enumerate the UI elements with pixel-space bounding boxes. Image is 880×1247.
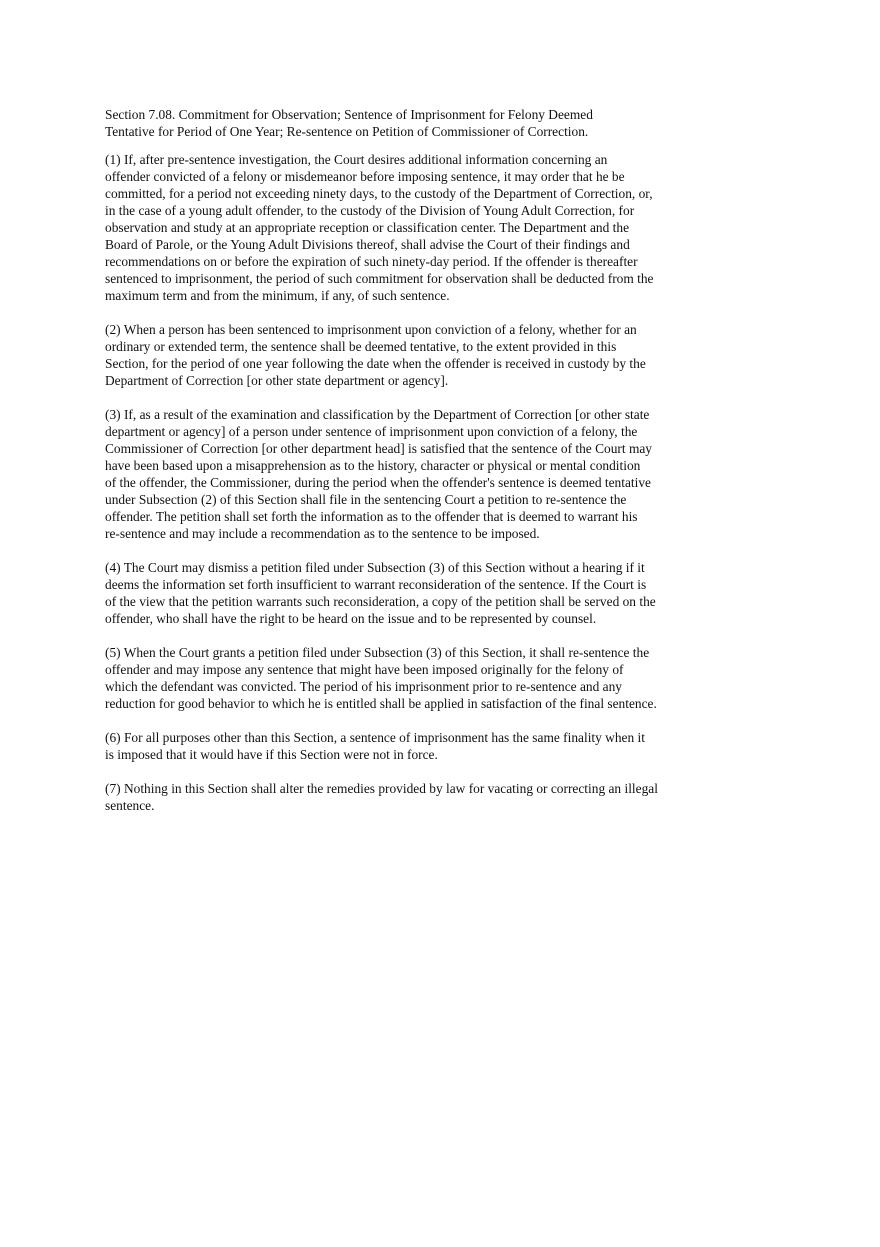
section-heading <box>105 106 730 140</box>
paragraph-subsection-3 <box>105 406 730 542</box>
paragraph-line: (7) Nothing in this Section shall alter the remedies provided by law for vacating or correcting an illegal <box>105 781 658 796</box>
paragraph-line: deems the information set forth insufficient to warrant reconsideration of the sentence. If the Court is <box>105 577 647 592</box>
paragraph-line: is imposed that it would have if this Section were not in force. <box>105 747 438 762</box>
paragraph-line: have been based upon a misapprehension as to the history, character or physical or mental condition <box>105 458 641 473</box>
paragraph-subsection-2 <box>105 321 730 389</box>
paragraph-line: which the defendant was convicted. The period of his imprisonment prior to re-sentence and any <box>105 679 622 694</box>
paragraph-line: committed, for a period not exceeding ninety days, to the custody of the Department of Correction, or, <box>105 186 653 201</box>
paragraph-line: (1) If, after pre-sentence investigation, the Court desires additional information concerning an <box>105 152 608 167</box>
heading-line: Section 7.08. Commitment for Observation; Sentence of Imprisonment for Felony Deemed <box>105 107 593 122</box>
paragraph-line: observation and study at an appropriate reception or classification center. The Department and the <box>105 220 630 235</box>
paragraph-line: Section, for the period of one year following the date when the offender is received in custody by the <box>105 356 646 371</box>
paragraph-line: reduction for good behavior to which he is entitled shall be applied in satisfaction of the final sentence. <box>105 696 657 711</box>
paragraph-subsection-1 <box>105 151 730 304</box>
paragraph-line: (3) If, as a result of the examination and classification by the Department of Correction [or other state <box>105 407 650 422</box>
paragraph-line: Department of Correction [or other state department or agency]. <box>105 373 449 388</box>
paragraph-line: recommendations on or before the expiration of such ninety-day period. If the offender is thereafter <box>105 254 638 269</box>
paragraph-line: of the view that the petition warrants such reconsideration, a copy of the petition shall be served on the <box>105 594 656 609</box>
paragraph-subsection-5 <box>105 644 730 712</box>
paragraph-line: offender. The petition shall set forth the information as to the offender that is deemed to warrant his <box>105 509 638 524</box>
paragraph-line: (5) When the Court grants a petition filed under Subsection (3) of this Section, it shall re-sentence the <box>105 645 650 660</box>
paragraph-line: re-sentence and may include a recommendation as to the sentence to be imposed. <box>105 526 540 541</box>
paragraph-line: in the case of a young adult offender, to the custody of the Division of Young Adult Correction, for <box>105 203 635 218</box>
paragraph-line: department or agency] of a person under sentence of imprisonment upon conviction of a felony, the <box>105 424 638 439</box>
paragraph-line: (2) When a person has been sentenced to imprisonment upon conviction of a felony, whether for an <box>105 322 637 337</box>
paragraph-line: of the offender, the Commissioner, during the period when the offender's sentence is deemed tentative <box>105 475 651 490</box>
paragraph-line: (4) The Court may dismiss a petition filed under Subsection (3) of this Section without a hearing if it <box>105 560 645 575</box>
paragraph-line: maximum term and from the minimum, if any, of such sentence. <box>105 288 450 303</box>
paragraph-line: Commissioner of Correction [or other department head] is satisfied that the sentence of the Court may <box>105 441 653 456</box>
document-body <box>105 106 730 831</box>
heading-line: Tentative for Period of One Year; Re-sentence on Petition of Commissioner of Correction. <box>105 124 589 139</box>
paragraph-subsection-4 <box>105 559 730 627</box>
paragraph-line: offender and may impose any sentence that might have been imposed originally for the felony of <box>105 662 624 677</box>
paragraph-line: Board of Parole, or the Young Adult Divisions thereof, shall advise the Court of their findings and <box>105 237 630 252</box>
paragraph-line: under Subsection (2) of this Section shall file in the sentencing Court a petition to re-sentence the <box>105 492 627 507</box>
paragraph-line: ordinary or extended term, the sentence shall be deemed tentative, to the extent provided in this <box>105 339 617 354</box>
paragraph-subsection-6 <box>105 729 730 763</box>
paragraph-subsection-7 <box>105 780 730 814</box>
paragraph-line: offender convicted of a felony or misdemeanor before imposing sentence, it may order that he be <box>105 169 625 184</box>
paragraph-line: offender, who shall have the right to be heard on the issue and to be represented by counsel. <box>105 611 597 626</box>
paragraph-line: sentence. <box>105 798 155 813</box>
paragraph-line: (6) For all purposes other than this Section, a sentence of imprisonment has the same finality when it <box>105 730 645 745</box>
paragraph-line: sentenced to imprisonment, the period of such commitment for observation shall be deducted from the <box>105 271 654 286</box>
